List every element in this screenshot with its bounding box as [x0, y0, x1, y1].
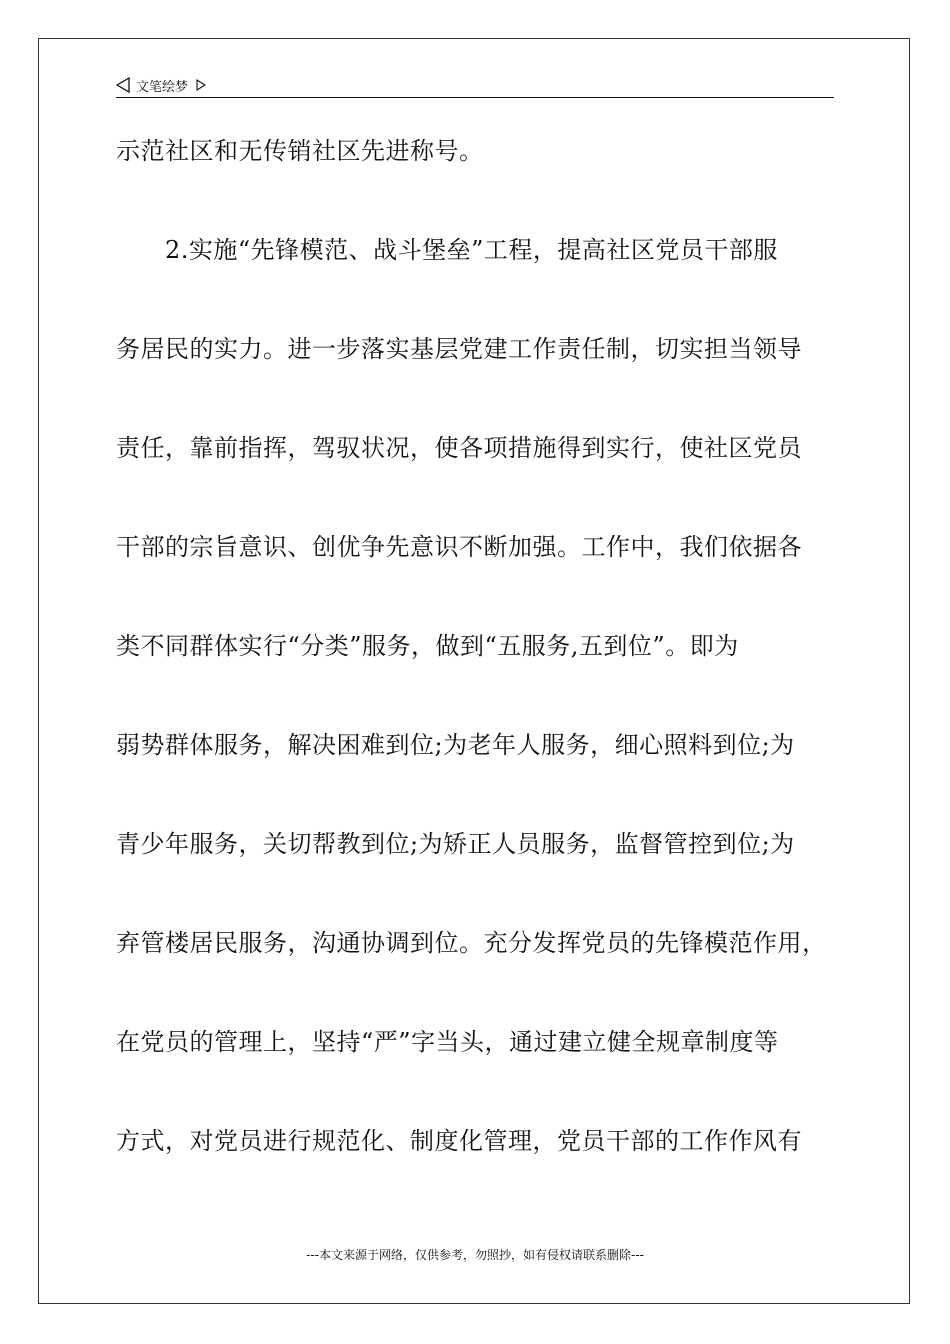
triangle-right-icon — [196, 79, 206, 91]
body-line: 务居民的实力。进一步落实基层党建工作责任制，切实担当领导 — [116, 335, 802, 363]
footer-disclaimer: ---本文来源于网络，仅供参考，勿照抄，如有侵权请联系删除--- — [306, 1248, 644, 1262]
body-line: 青少年服务，关切帮教到位;为矫正人员服务，监督管控到位;为 — [116, 830, 795, 858]
body-line: 在党员的管理上，坚持“严”字当头，通过建立健全规章制度等 — [116, 1028, 779, 1056]
page-header — [116, 74, 206, 96]
body-line: 弱势群体服务，解决困难到位;为老年人服务，细心照料到位;为 — [116, 731, 795, 759]
header-brand: 文笔绘梦 — [136, 79, 189, 95]
body-line: 干部的宗旨意识、创优争先意识不断加强。工作中，我们依据各 — [116, 533, 802, 561]
triangle-left-icon — [116, 77, 130, 93]
header-divider — [116, 97, 834, 98]
page-frame — [38, 38, 910, 1304]
body-line: 方式，对党员进行规范化、制度化管理，党员干部的工作作风有 — [116, 1127, 802, 1155]
body-line: 类不同群体实行“分类”服务，做到“五服务,五到位”。即为 — [116, 632, 739, 660]
body-line: 2.实施“先锋模范、战斗堡垒”工程，提高社区党员干部服 — [116, 236, 778, 264]
body-line: 示范社区和无传销社区先进称号。 — [116, 137, 484, 165]
body-line: 弃管楼居民服务，沟通协调到位。充分发挥党员的先锋模范作用， — [116, 929, 827, 957]
body-line: 责任，靠前指挥，驾驭状况，使各项措施得到实行，使社区党员 — [116, 434, 802, 462]
